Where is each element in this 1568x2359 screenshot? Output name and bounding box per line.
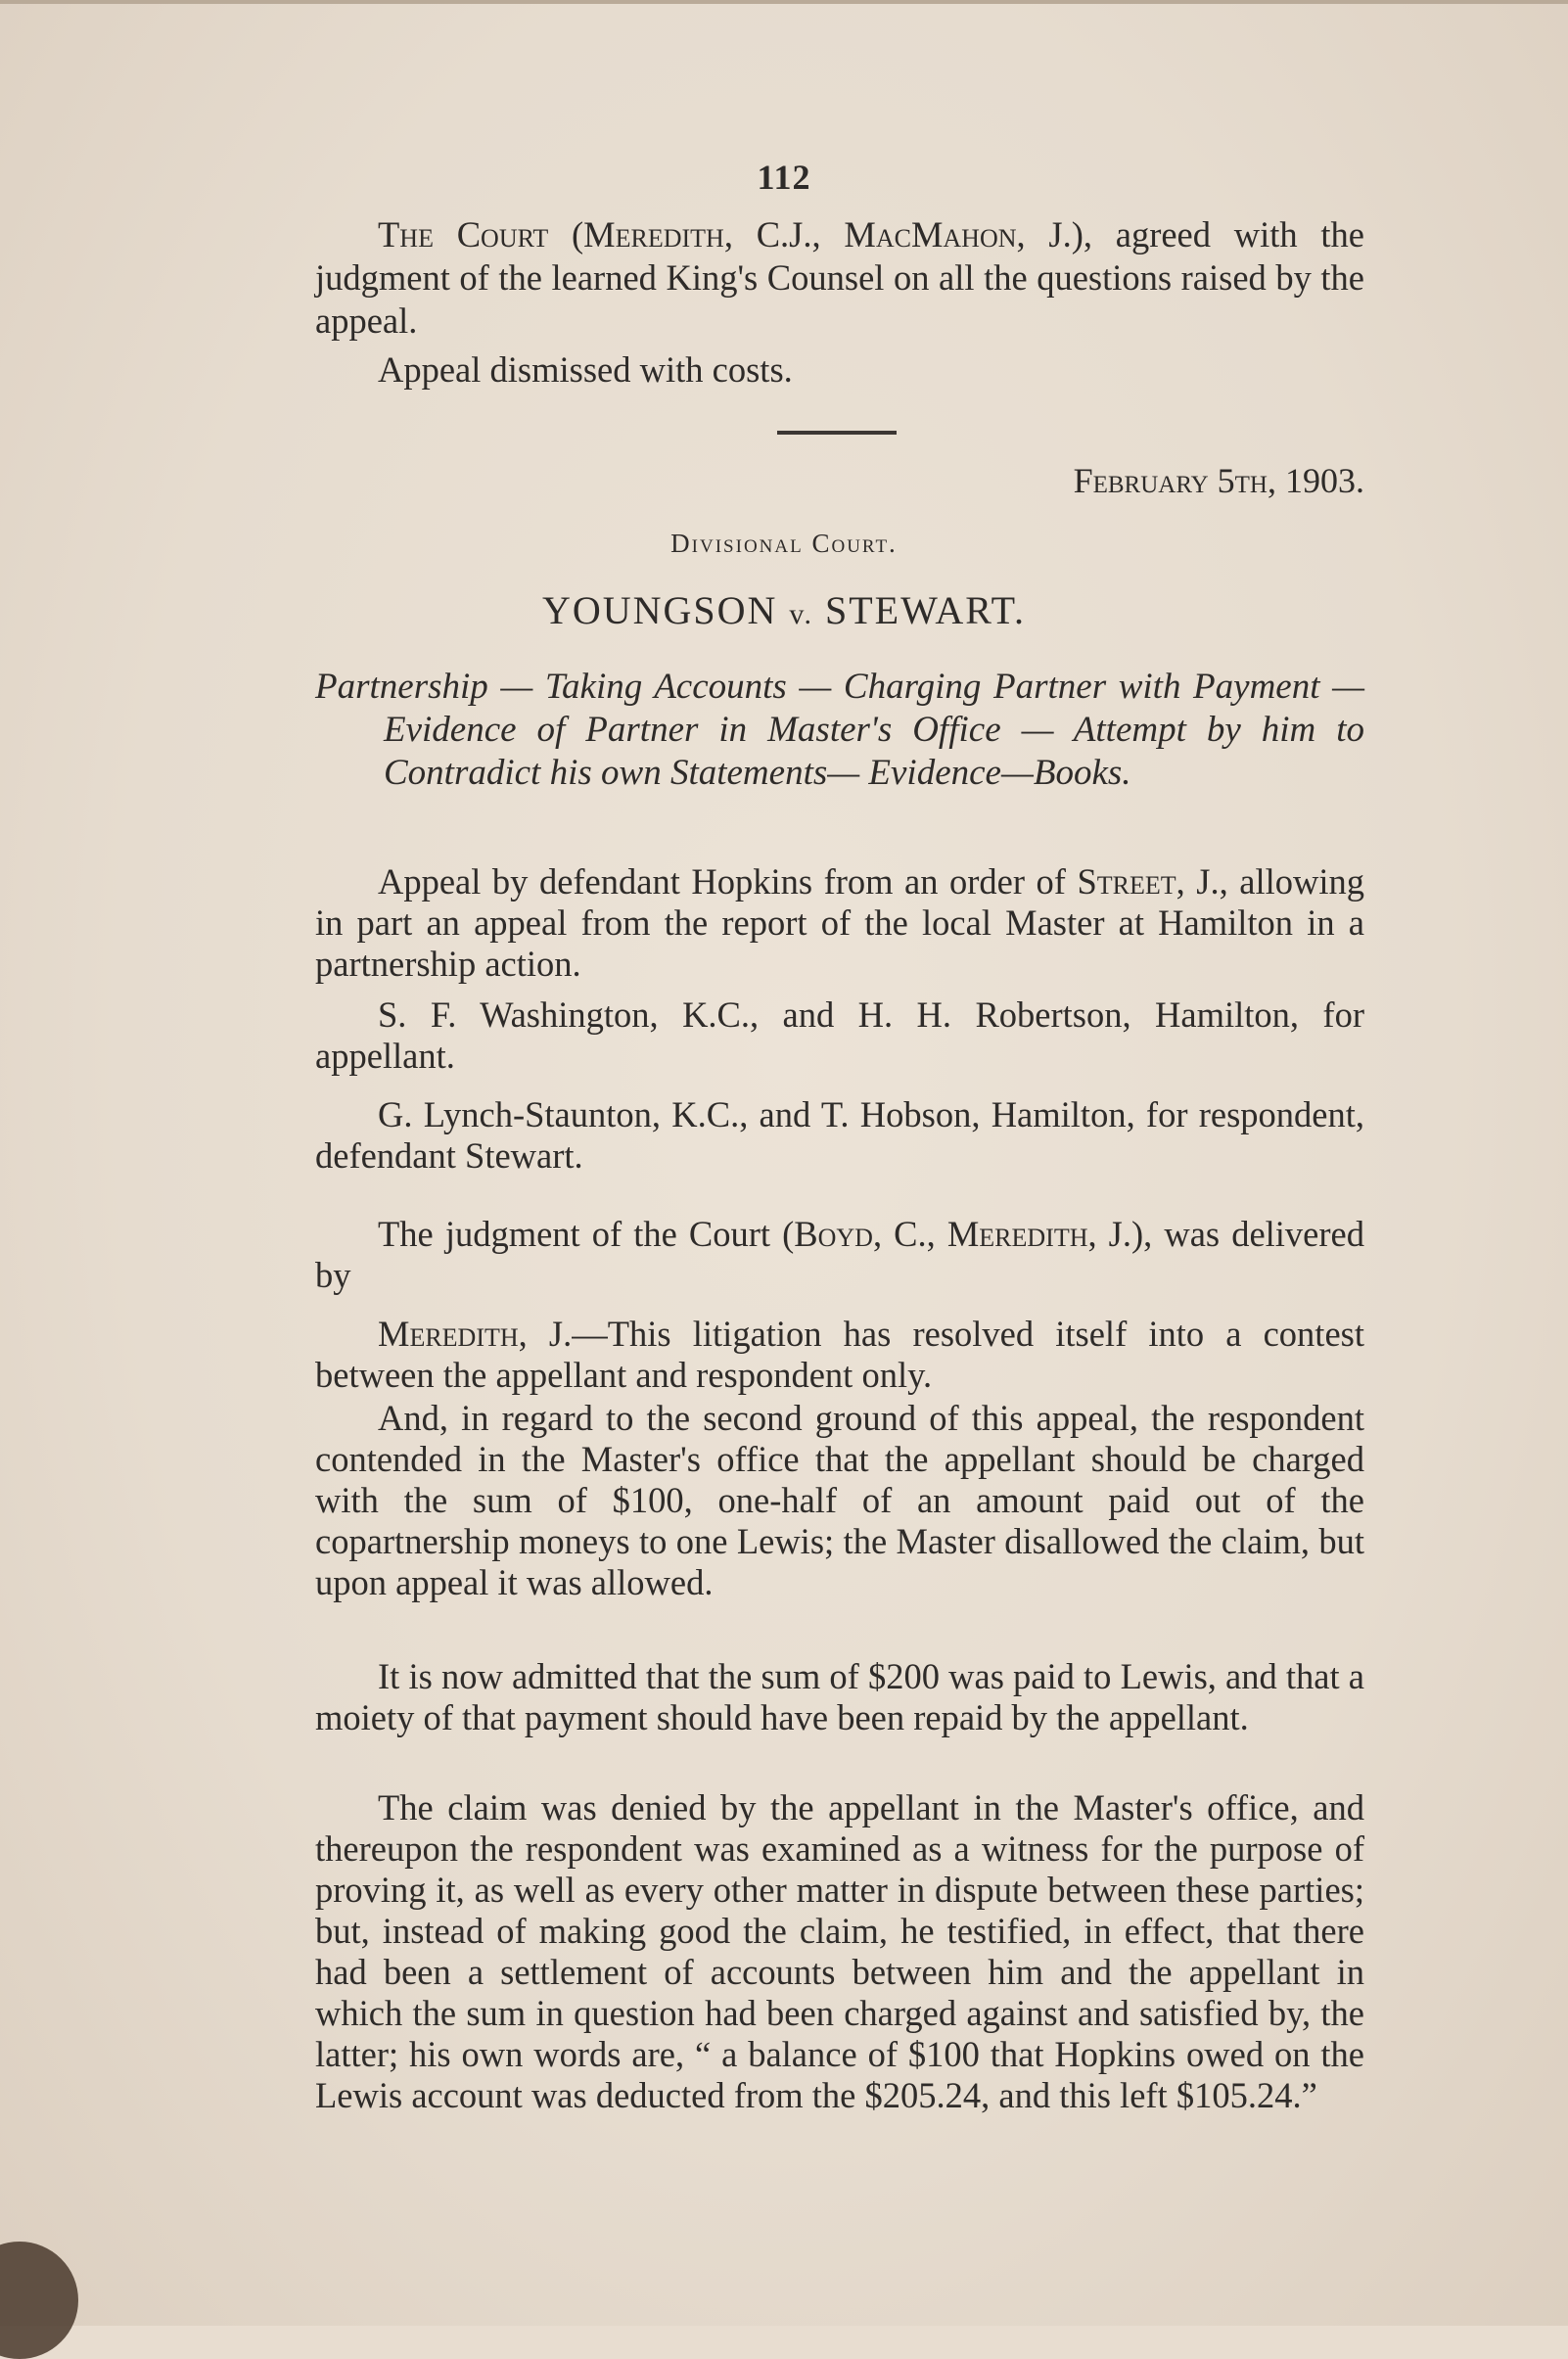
page-number: 112 xyxy=(757,158,811,197)
judge-name: Meredith xyxy=(946,1214,1088,1254)
text-run: , J.), agreed with the judgment of the learned King's Counsel on all the questions raised by the appeal. xyxy=(315,214,1364,341)
appeal-paragraph xyxy=(315,861,1364,985)
disposition-text: Appeal dismissed with costs. xyxy=(378,349,793,390)
decision-date: February 5th, 1903. xyxy=(1073,461,1364,500)
text-run: , J.), was delivered by xyxy=(315,1214,1364,1295)
text-run: Appeal by defendant Hopkins from an order of xyxy=(378,861,1078,902)
section-rule xyxy=(777,431,897,435)
headnote-text: Partnership — Taking Accounts — Charging Partner with Payment — Evidence of Partner in Master's Office — Attempt by him to Contradict his own Statements— Evidence—Books. xyxy=(315,667,1364,793)
judge-name: MacMahon xyxy=(844,214,1017,254)
opinion-paragraph-2 xyxy=(315,1398,1364,1603)
court-label: The Court xyxy=(378,214,549,254)
thumb-shadow xyxy=(0,2242,78,2359)
text-run: , C.J., xyxy=(723,214,845,254)
counsel-appellant xyxy=(315,994,1364,1077)
judge-name: Meredith xyxy=(583,214,724,254)
judgment-intro xyxy=(315,1214,1364,1296)
opinion-text: It is now admitted that the sum of $200 was paid to Lewis, and that a moiety of that payment should have been repaid by the appellant. xyxy=(315,1656,1364,1737)
case-title xyxy=(0,587,1568,633)
text-run: , J.—This litigation has resolved itself into a contest between the appellant and respondent only. xyxy=(315,1314,1364,1395)
judge-name: Boyd xyxy=(794,1214,873,1254)
text-run: , J., allowing in part an appeal from the report of the local Master at Hamilton in a partnership action. xyxy=(315,861,1364,984)
text-run: The judgment of the Court ( xyxy=(378,1214,795,1254)
counsel-respondent-text: G. Lynch-Staunton, K.C., and T. Hobson, Hamilton, for respondent, defendant Stewart. xyxy=(315,1094,1364,1176)
court-paragraph xyxy=(315,213,1364,343)
opinion-paragraph-4 xyxy=(315,1787,1364,2116)
plaintiff: YOUNGSON xyxy=(541,588,778,632)
text-run: , C., xyxy=(872,1214,947,1254)
judge-name: Meredith xyxy=(378,1314,519,1354)
headnote xyxy=(315,666,1364,795)
court-name: Divisional Court. xyxy=(670,529,898,558)
opinion-paragraph-1 xyxy=(315,1314,1364,1396)
counsel-appellant-text: S. F. Washington, K.C., and H. H. Robertson, Hamilton, for appellant. xyxy=(315,994,1364,1076)
defendant: STEWART. xyxy=(824,588,1027,632)
opinion-text: The claim was denied by the appellant in the Master's office, and thereupon the respondent was examined as a witness for the purpose of proving it, as well as every other matter in dispute between these parties; but, instead of making good the claim, he testified, in effect, that there had been a settlement of accounts between him and the appellant in which the sum in question had been charged against and satisfied by, the latter; his own words are, “ a balance of $100 that Hopkins owed on the Lewis account was deducted from the $205.24, and this left $105.24.” xyxy=(315,1787,1364,2115)
text-run: ( xyxy=(548,214,584,254)
disposition xyxy=(315,348,1364,392)
judge-name: Street xyxy=(1077,861,1176,902)
opinion-text: And, in regard to the second ground of this appeal, the respondent contended in the Master's office that the appellant should be charged with the sum of $100, one-half of an amount paid out of the copartnership moneys to one Lewis; the Master disallowed the claim, but upon appeal it was allowed. xyxy=(315,1398,1364,1602)
counsel-respondent xyxy=(315,1094,1364,1177)
opinion-paragraph-3 xyxy=(315,1656,1364,1738)
scan-edge xyxy=(0,0,1568,4)
versus: v. xyxy=(789,598,813,630)
